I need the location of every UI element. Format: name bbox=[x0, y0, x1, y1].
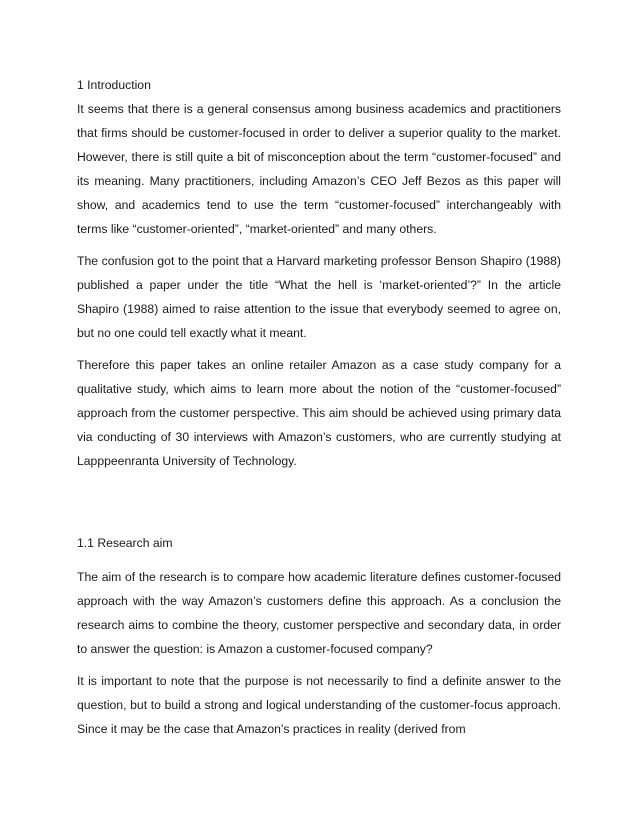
paragraph: It seems that there is a general consensus among business academics and practitioners that firms should be customer-focused in order to deliver a superior quality to the market. However, there is still quite a bit of misconception about the term “customer-focused” and its meaning. Many practitioners, including Amazon’s CEO Jeff Bezos as this paper will show, and academics tend to use the term “customer-focused” interchangeably with terms like “customer-oriented”, “market-oriented” and many others. bbox=[77, 102, 561, 236]
paragraph: It is important to note that the purpose is not necessarily to find a definite answer to the question, but to build a strong and logical understanding of the customer-focus approach. Since it may be the case that Amazon’s practices in reality (derived from bbox=[77, 674, 561, 736]
paragraph: Therefore this paper takes an online retailer Amazon as a case study company for a qualitative study, which aims to learn more about the notion of the “customer-focused” approach from the customer perspective. This aim should be achieved using primary data via conducting of 30 interviews with Amazon’s customers, who are currently studying at Lapppeenranta University of Technology. bbox=[77, 358, 561, 468]
paragraph: The confusion got to the point that a Harvard marketing professor Benson Shapiro (1988) published a paper under the title “What the hell is ‘market-oriented’?” In the article Shapiro (1988) aimed to raise attention to the issue that everybody seemed to agree on, but no one could tell exactly what it meant. bbox=[77, 254, 561, 340]
paragraph: The aim of the research is to compare how academic literature defines customer-focused approach with the way Amazon’s customers define this approach. As a conclusion the research aims to combine the theory, customer perspective and secondary data, in order to answer the question: is Amazon a customer-focused company? bbox=[77, 570, 561, 656]
document-body bbox=[77, 73, 561, 741]
section-heading-introduction: 1 Introduction bbox=[77, 78, 151, 92]
section-heading-research-aim: 1.1 Research aim bbox=[77, 536, 173, 550]
section-spacer bbox=[77, 481, 561, 531]
